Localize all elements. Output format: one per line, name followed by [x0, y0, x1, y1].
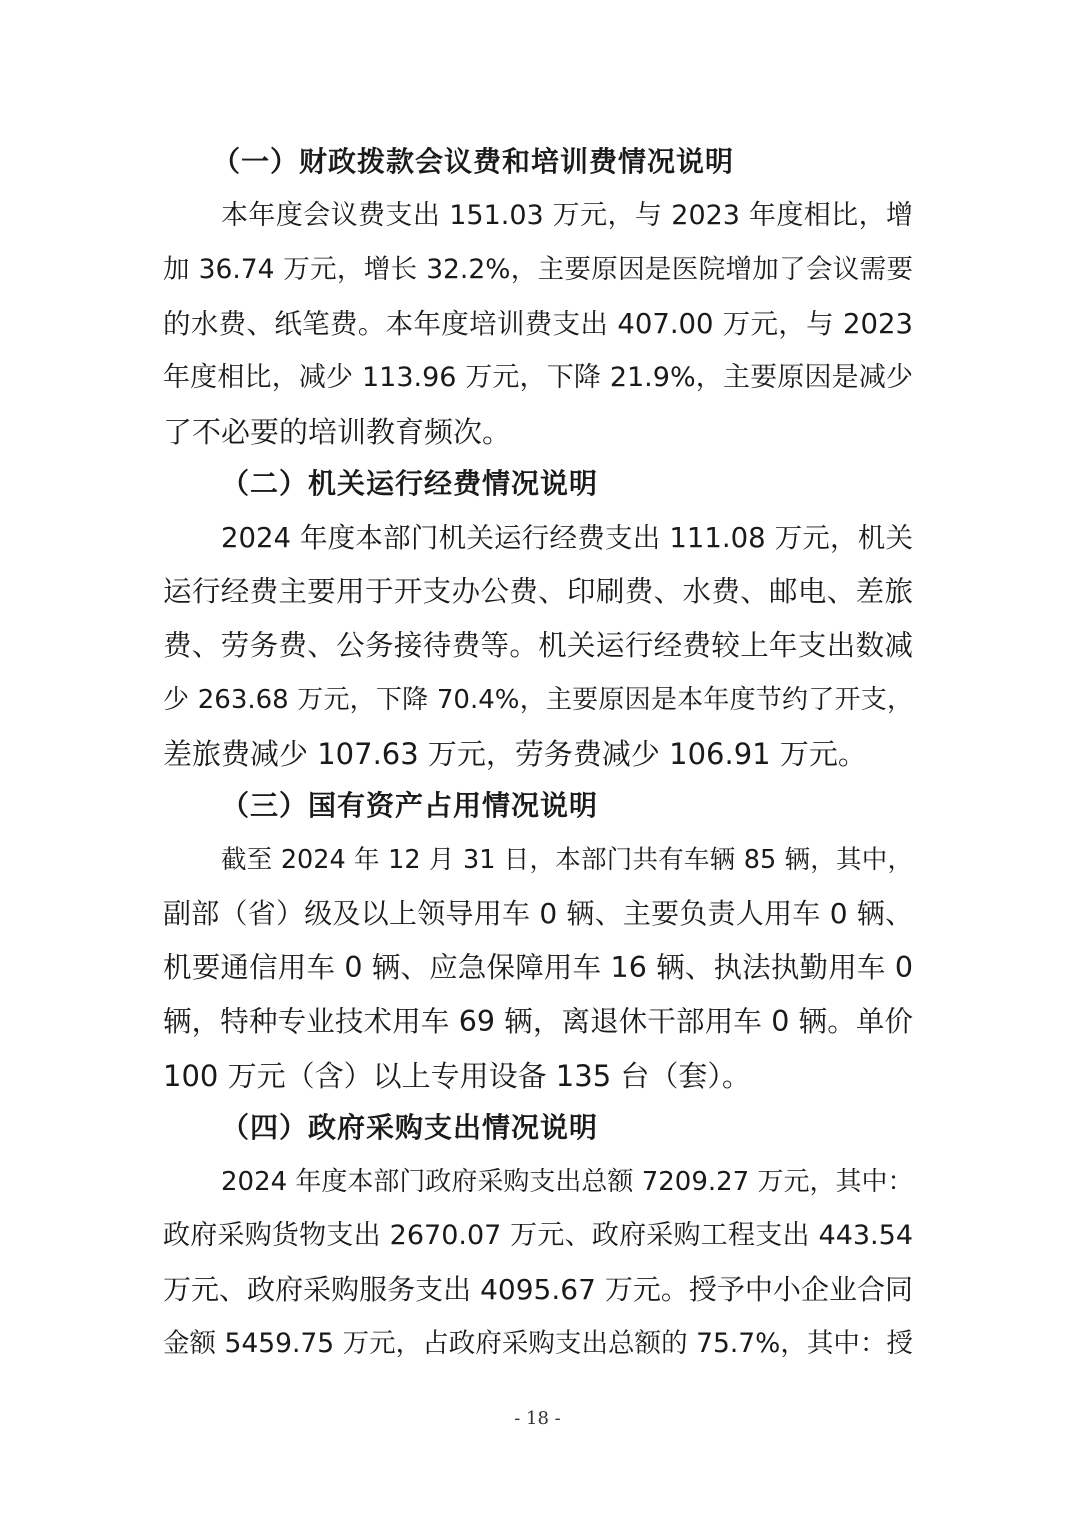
- section-2-heading: （二）机关运行经费情况说明: [221, 467, 599, 500]
- section-2-line-1: 2024 年度本部门机关运行经费支出 111.08 万元，机关: [221, 522, 913, 554]
- section-3-line-2: 副部（省）级及以上领导用车 0 辆、主要负责人用车 0 辆、: [163, 897, 913, 930]
- section-2-line-2: 运行经费主要用于开支办公费、印刷费、水费、邮电、差旅: [163, 575, 913, 608]
- section-2-line-4: 少 263.68 万元，下降 70.4%，主要原因是本年度节约了开支，: [163, 685, 913, 715]
- section-3-line-3: 机要通信用车 0 辆、应急保障用车 16 辆、执法执勤用车 0: [163, 951, 913, 984]
- section-3-heading: （三）国有资产占用情况说明: [221, 789, 599, 822]
- section-1-line-3: 的水费、纸笔费。本年度培训费支出 407.00 万元，与 2023: [163, 308, 913, 340]
- section-4-line-3: 万元、政府采购服务支出 4095.67 万元。授予中小企业合同: [163, 1273, 913, 1306]
- section-4-heading: （四）政府采购支出情况说明: [221, 1111, 599, 1144]
- section-1-line-4: 年度相比，减少 113.96 万元，下降 21.9%，主要原因是减少: [163, 362, 913, 393]
- section-1-line-2: 加 36.74 万元，增长 32.2%，主要原因是医院增加了会议需要: [163, 254, 913, 285]
- section-1-line-5: 了不必要的培训教育频次。: [163, 415, 512, 449]
- section-2-line-5: 差旅费减少 107.63 万元，劳务费减少 106.91 万元。: [163, 737, 867, 771]
- section-1-line-1: 本年度会议费支出 151.03 万元，与 2023 年度相比，增: [221, 200, 913, 231]
- section-1-heading: （一）财政拨款会议费和培训费情况说明: [212, 145, 735, 178]
- section-3-line-5: 100 万元（含）以上专用设备 135 台（套）。: [163, 1059, 751, 1093]
- section-3-line-4: 辆，特种专业技术用车 69 辆，离退休干部用车 0 辆。单价: [163, 1005, 913, 1038]
- section-2-line-3: 费、劳务费、公务接待费等。机关运行经费较上年支出数减: [163, 629, 913, 662]
- section-4-line-1: 2024 年度本部门政府采购支出总额 7209.27 万元，其中：: [221, 1167, 914, 1197]
- section-4-line-2: 政府采购货物支出 2670.07 万元、政府采购工程支出 443.54: [163, 1220, 913, 1251]
- page-number: - 18 -: [514, 1408, 561, 1429]
- section-3-line-1: 截至 2024 年 12 月 31 日，本部门共有车辆 85 辆，其中，: [221, 845, 913, 875]
- section-4-line-4: 金额 5459.75 万元，占政府采购支出总额的 75.7%，其中：授: [163, 1328, 913, 1359]
